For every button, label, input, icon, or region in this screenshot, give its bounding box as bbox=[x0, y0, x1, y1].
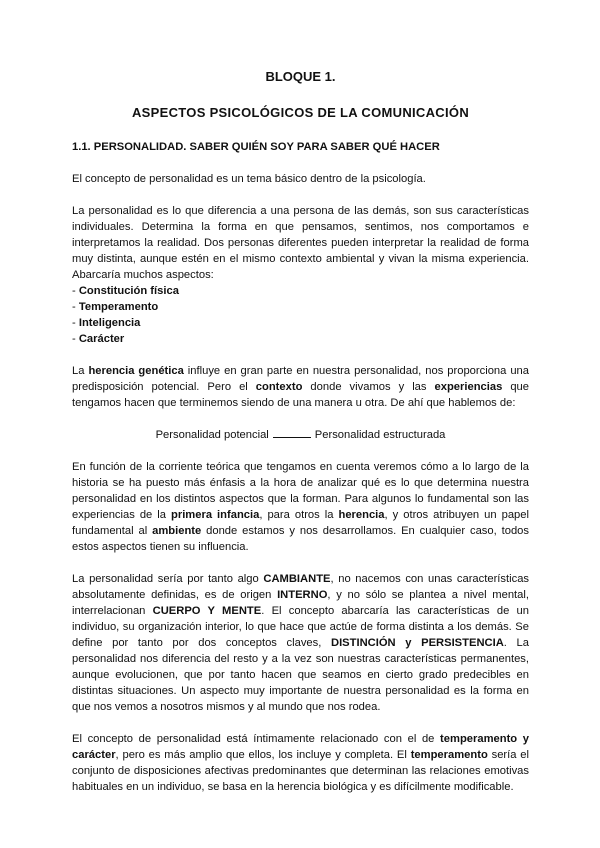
formula-right: Personalidad estructurada bbox=[314, 429, 446, 441]
formula-left: Personalidad potencial bbox=[155, 429, 269, 441]
chapter-title: ASPECTOS PSICOLÓGICOS DE LA COMUNICACIÓN bbox=[131, 105, 470, 120]
personality-formula bbox=[72, 426, 529, 443]
list-item: - Temperamento bbox=[72, 301, 159, 313]
list-item: - Inteligencia bbox=[72, 317, 141, 329]
block-title: BLOQUE 1. bbox=[265, 69, 336, 84]
list-item: - Constitución física bbox=[72, 285, 179, 297]
document-body bbox=[72, 68, 529, 795]
list-item: - Carácter bbox=[72, 333, 125, 345]
paragraph-heredity: La herencia genética influye en gran parte en nuestra personalidad, nos proporciona una predisposición potencial. Pero el contexto donde vivamos y las experiencias que tengamos hacen que terminemos siendo de una manera u otra. De ahí que hablemos de: bbox=[72, 365, 530, 409]
paragraph-definition: La personalidad es lo que diferencia a una persona de las demás, son sus características individuales. Determina la forma en que pensamos, sentimos, nos comportamos e interpretamos la realidad. Dos personas diferentes pueden interpretar la realidad de forma muy distinta, aunque estén en el mismo contexto ambiental y vivan la misma experiencia. Abarcaría muchos aspectos: bbox=[72, 205, 529, 281]
paragraph-changing: La personalidad sería por tanto algo CAMBIANTE, no nacemos con unas características absolutamente definidas, es de origen INTERNO, y no sólo se plantea a nivel mental, interrelacionan CUERPO Y MENTE. El concepto abarcaría las características de un individuo, su organización interior, lo que hace que actúe de forma distinta a los demás. Se define por tanto por dos conceptos claves, DISTINCIÓN y PERSISTENCIA. La personalidad nos diferencia del resto y a la vez son nuestras características permanentes, aunque evolucionen, que por tanto hacen que seamos en cierto grado predecibles en distintas situaciones. Un aspecto muy importante de nuestra personalidad es la forma en que nos vemos a nosotros mismos y al mundo que nos rodea. bbox=[72, 573, 530, 713]
section-heading: 1.1. PERSONALIDAD. SABER QUIÉN SOY PARA SABER QUÉ HACER bbox=[72, 141, 440, 153]
aspects-list bbox=[72, 283, 529, 347]
paragraph-temperament: El concepto de personalidad está íntimamente relacionado con el de temperamento y carácter, pero es más amplio que ellos, los incluye y completa. El temperamento sería el conjunto de disposiciones afectivas predominantes que determinan las relaciones emotivas habituales en un individuo, se basa en la herencia biológica y es difícilmente modificable. bbox=[72, 733, 530, 793]
paragraph-intro: El concepto de personalidad es un tema básico dentro de la psicología. bbox=[72, 173, 426, 185]
paragraph-theories: En función de la corriente teórica que tengamos en cuenta veremos cómo a lo largo de la historia se ha puesto más énfasis a la hora de analizar qué es lo que determina nuestra personalidad en los distintos aspectos que la forman. Para algunos lo fundamental son las experiencias de la primera infancia, para otros la herencia, y otros atribuyen un papel fundamental al ambiente donde estamos y nos desarrollamos. En cualquier caso, todos estos aspectos tienen su influencia. bbox=[72, 461, 530, 553]
formula-line bbox=[273, 426, 311, 438]
